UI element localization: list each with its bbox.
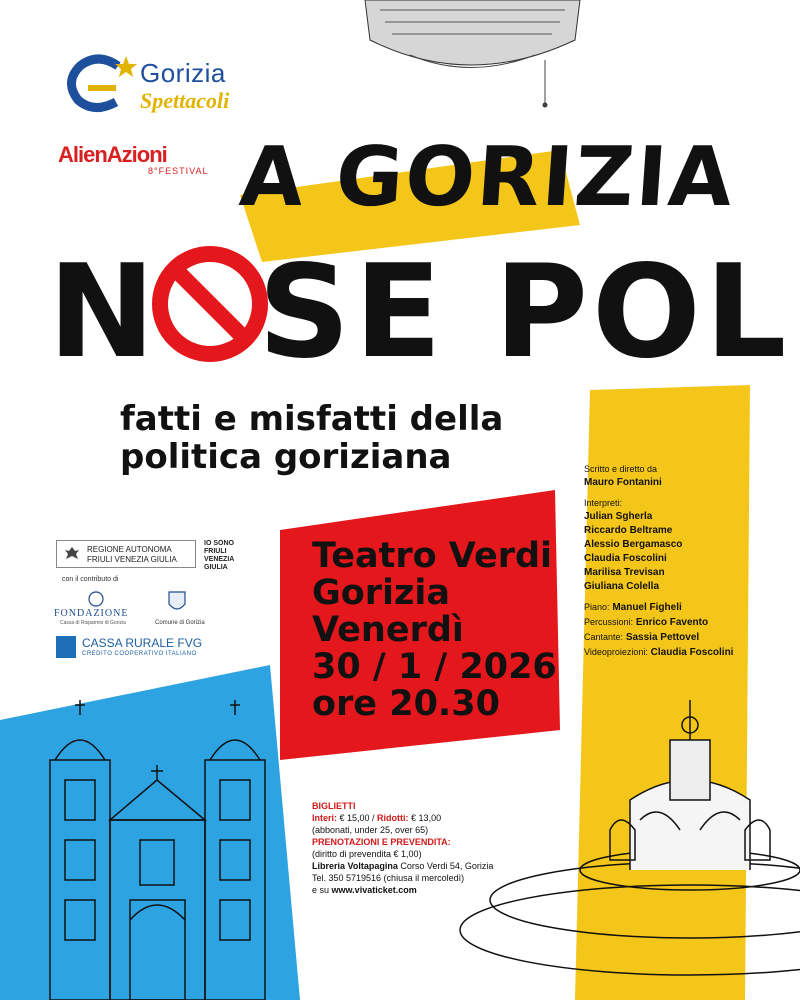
online-line — [312, 884, 562, 896]
role-name: Claudia Foscolini — [650, 647, 734, 658]
venue-city: Gorizia — [312, 573, 451, 613]
online-site-link[interactable]: www.vivaticket.com — [331, 885, 417, 895]
cassa-rurale-name: CASSA RURALE FVG — [82, 636, 203, 650]
comune-logo — [155, 590, 215, 630]
cast-member: Alessio Bergamasco — [584, 539, 683, 550]
blue-block — [0, 665, 300, 1000]
role-line — [584, 600, 784, 615]
role-line — [584, 615, 784, 630]
regione-line-2: FRIULI VENEZIA GIULIA — [87, 555, 177, 564]
title-letter-n: N — [48, 238, 156, 387]
interi-label: Interi: — [312, 813, 338, 823]
regione-fvg-logo — [56, 540, 266, 570]
cast-member: Marilisa Trevisan — [584, 567, 665, 578]
prevendita-note: (diritto di prevendita € 1,00) — [312, 849, 422, 859]
cast-member: Claudia Foscolini — [584, 553, 667, 564]
regione-line-1: REGIONE AUTONOMA — [87, 545, 172, 554]
title-line-2-rest: SE POL — [258, 238, 791, 387]
role-name: Sassia Pettovel — [625, 632, 700, 643]
gorizia-spettacoli-logo — [58, 52, 278, 122]
libreria-line — [312, 860, 562, 872]
ridotti-value: € 13,00 — [408, 813, 442, 823]
libreria-address: Corso Verdi 54, Gorizia — [397, 861, 494, 871]
subtitle — [120, 400, 503, 476]
comune-name: Comune di Gorizia — [155, 620, 205, 626]
contributo-label: con il contributo di — [62, 576, 119, 583]
written-name: Mauro Fontanini — [584, 477, 662, 488]
venue-time: ore 20.30 — [312, 684, 500, 724]
cassa-rurale-logo — [56, 636, 226, 662]
role-label: Cantante: — [584, 632, 624, 642]
io-sono-fvg-logo — [204, 540, 234, 572]
gorizia-spettacoli-sub: Spettacoli — [140, 88, 230, 113]
credits-block — [584, 462, 784, 660]
role-label: Piano: — [584, 602, 610, 612]
cassa-rurale-sub: CREDITO COOPERATIVO ITALIANO — [82, 651, 197, 657]
tickets-prices — [312, 812, 562, 824]
regione-box — [56, 540, 196, 568]
alien-azioni-logo — [58, 142, 218, 182]
fondazione-sub: Cassa di Risparmio di Gorizia — [60, 620, 126, 626]
role-line — [584, 630, 784, 645]
alien-azioni-name: AlienAzioni — [58, 142, 167, 167]
cassa-rurale-mark-icon — [56, 636, 76, 658]
ridotti-note: (abbonati, under 25, over 65) — [312, 825, 429, 835]
gorizia-spettacoli-mark-icon — [58, 52, 138, 122]
prohibition-sign-icon — [150, 244, 270, 364]
chandelier-illustration — [365, 0, 580, 107]
venue-block — [312, 538, 557, 723]
venue-day: Venerdì — [312, 610, 464, 650]
online-prefix: e su — [312, 885, 332, 895]
venue-date: 30 / 1 / 2026 — [312, 647, 557, 687]
role-line — [584, 645, 784, 660]
fondazione-crest-icon — [86, 590, 106, 608]
written-label: Scritto e diretto da — [584, 464, 658, 474]
role-label: Percussioni: — [584, 617, 634, 627]
fvg-line-4: GIULIA — [204, 564, 228, 571]
cast-label: Interpreti: — [584, 498, 623, 508]
cast-member: Julian Sgherla — [584, 511, 653, 522]
ridotti-label: Ridotti: — [377, 813, 409, 823]
role-name: Enrico Favento — [635, 617, 709, 628]
subtitle-line-2: politica goriziana — [120, 437, 452, 477]
fvg-line-3: VENEZIA — [204, 556, 235, 563]
comune-crest-icon — [167, 590, 187, 616]
gorizia-spettacoli-name: Gorizia — [140, 58, 226, 88]
alien-azioni-festival: 8°FESTIVAL — [148, 166, 209, 176]
fvg-line-2: FRIULI — [204, 548, 227, 555]
cast-member: Giuliana Colella — [584, 581, 660, 592]
tickets-heading: BIGLIETTI — [312, 801, 356, 811]
libreria-name: Libreria Voltapagina — [312, 861, 398, 871]
phone-line: Tel. 350 5719516 (chiusa il mercoledì) — [312, 873, 465, 883]
title-line-1: A GORIZIA — [236, 130, 738, 225]
role-label: Videoproiezioni: — [584, 647, 648, 657]
regione-eagle-icon — [63, 545, 81, 563]
role-name: Manuel Figheli — [612, 602, 682, 613]
interi-value: € 15,00 / — [337, 813, 378, 823]
fvg-line-1: IO SONO — [204, 540, 234, 547]
prenotazioni-heading: PRENOTAZIONI E PREVENDITA: — [312, 837, 451, 847]
subtitle-line-1: fatti e misfatti della — [120, 399, 504, 439]
fondazione-name: FONDAZIONE — [54, 608, 129, 619]
tickets-block — [312, 800, 562, 896]
venue-theatre: Teatro Verdi — [312, 536, 553, 576]
fondazione-logo — [54, 590, 144, 630]
cast-member: Riccardo Beltrame — [584, 525, 673, 536]
